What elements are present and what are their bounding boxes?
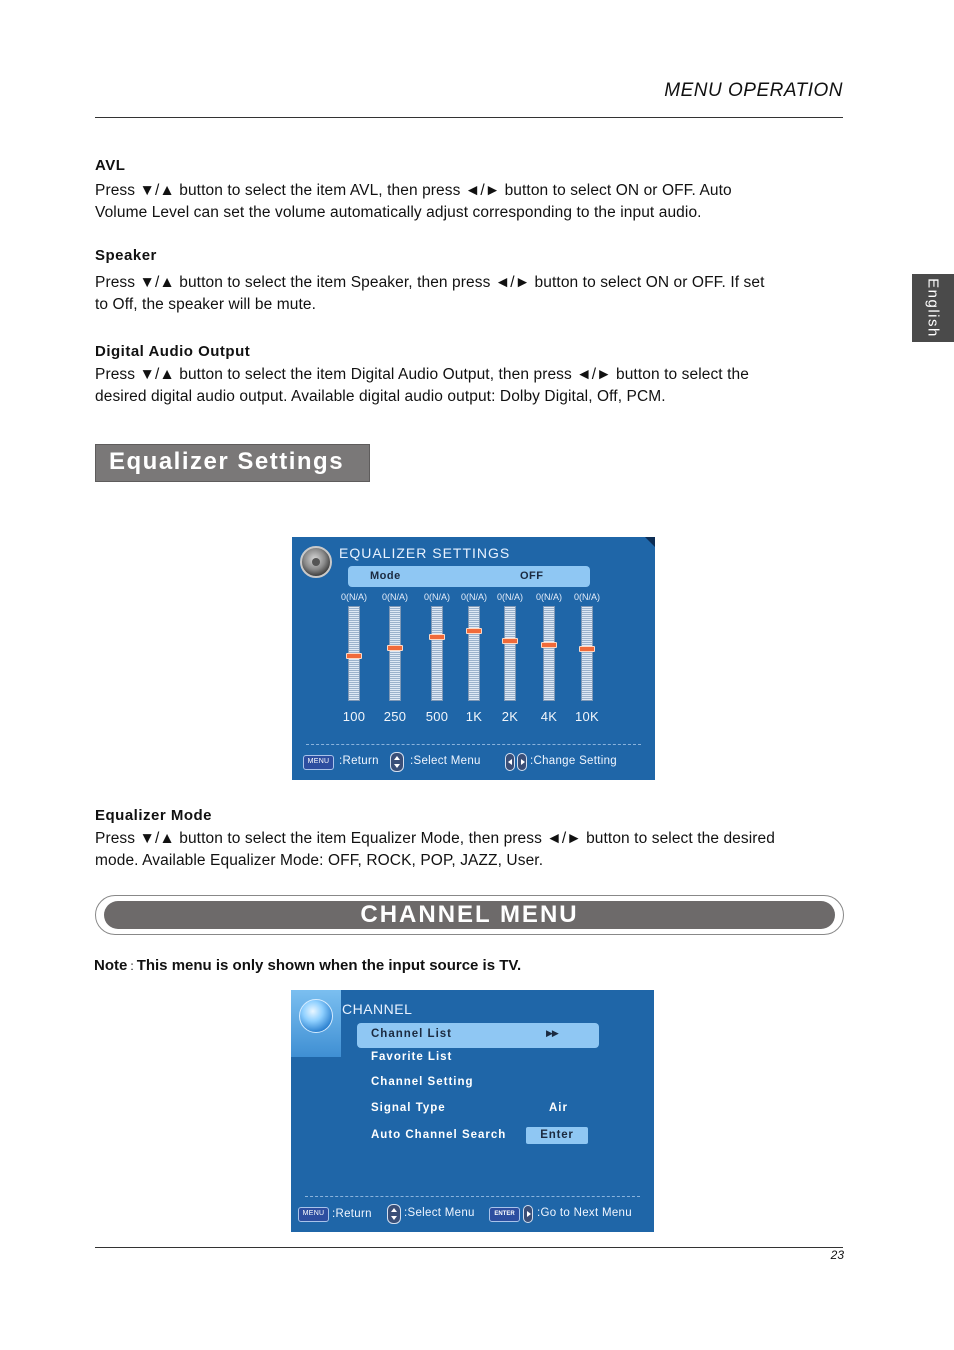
band-slider-track[interactable]	[389, 606, 401, 701]
header-title: MENU OPERATION	[664, 80, 843, 101]
auto-search-enter-label: Enter	[540, 1129, 574, 1141]
band-frequency: 1K	[465, 709, 483, 724]
band-frequency: 500	[425, 709, 449, 724]
band-frequency: 2K	[501, 709, 519, 724]
equalizer-mode-line-2: mode. Available Equalizer Mode: OFF, ROCK, POP, JAZZ, User.	[95, 851, 544, 869]
band-slider-knob[interactable]	[466, 628, 482, 634]
menu-button-icon	[298, 1207, 329, 1222]
channel-list-label: Channel List	[371, 1028, 453, 1040]
channel-item-favorite-list[interactable]: Favorite List	[371, 1051, 453, 1063]
band-slider-knob[interactable]	[579, 646, 595, 652]
note-colon: :	[130, 959, 134, 973]
band-slider-knob[interactable]	[502, 638, 518, 644]
channel-menu-banner-inner	[104, 901, 835, 929]
band-slider-track[interactable]	[504, 606, 516, 701]
channel-item-auto-search[interactable]: Auto Channel Search	[371, 1129, 507, 1141]
band-frequency: 100	[342, 709, 366, 724]
band-slider-knob[interactable]	[429, 634, 445, 640]
equalizer-screen-title: EQUALIZER SETTINGS	[339, 545, 511, 561]
channel-screen	[291, 990, 654, 1232]
equalizer-band[interactable]	[454, 592, 494, 724]
right-arrow-icon	[523, 1205, 533, 1223]
avl-line-2: Volume Level can set the volume automatically adjust corresponding to the input audio.	[95, 203, 702, 221]
note-label: Note	[94, 957, 128, 974]
equalizer-mode-value: OFF	[520, 570, 544, 582]
up-down-icon	[390, 752, 404, 772]
left-arrow-icon	[505, 753, 515, 771]
band-slider-knob[interactable]	[387, 645, 403, 651]
up-down-icon	[387, 1204, 401, 1224]
equalizer-mode-heading: Equalizer Mode	[95, 807, 213, 824]
speaker-heading: Speaker	[95, 247, 157, 264]
header-rule	[95, 117, 843, 118]
channel-return-hint: :Return	[332, 1208, 372, 1220]
speaker-line-2: to Off, the speaker will be mute.	[95, 295, 316, 313]
band-slider-track[interactable]	[431, 606, 443, 701]
band-value: 0(N/A)	[381, 592, 408, 602]
equalizer-mode-text	[95, 828, 855, 871]
channel-item-channel-list[interactable]	[357, 1023, 599, 1048]
equalizer-mode-row[interactable]	[348, 566, 590, 587]
equalizer-mode-label: Mode	[370, 570, 401, 582]
footer-rule	[95, 1247, 843, 1248]
equalizer-band[interactable]	[375, 592, 415, 724]
channel-menu-banner-text: CHANNEL MENU	[360, 901, 579, 928]
digital-audio-line-2: desired digital audio output. Available digital audio output: Dolby Digital, Off, PCM.	[95, 387, 666, 405]
channel-item-signal-type[interactable]: Signal Type	[371, 1102, 446, 1114]
band-frequency: 250	[383, 709, 407, 724]
band-value: 0(N/A)	[496, 592, 523, 602]
channel-menu-banner	[95, 895, 844, 935]
note-text: This menu is only shown when the input source is TV.	[136, 957, 522, 974]
digital-audio-heading: Digital Audio Output	[95, 343, 251, 360]
speaker-text	[95, 272, 855, 315]
menu-button-label: MENU	[307, 758, 330, 765]
equalizer-band[interactable]	[567, 592, 607, 724]
globe-icon	[299, 999, 333, 1033]
band-value: 0(N/A)	[460, 592, 487, 602]
channel-item-channel-setting[interactable]: Channel Setting	[371, 1076, 474, 1088]
speaker-icon	[300, 546, 332, 578]
avl-line-1: Press ▼/▲ button to select the item AVL, then press ◄/► button to select ON or OFF. Auto	[95, 182, 732, 199]
band-slider-knob[interactable]	[541, 642, 557, 648]
band-value: 0(N/A)	[340, 592, 367, 602]
footer-divider	[306, 744, 641, 745]
band-frequency: 4K	[540, 709, 558, 724]
screen-corner	[645, 537, 655, 547]
language-tab-label: English	[924, 278, 942, 338]
band-slider-track[interactable]	[468, 606, 480, 701]
speaker-line-1: Press ▼/▲ button to select the item Speaker, then press ◄/► button to select ON or OFF. If set	[95, 274, 765, 291]
equalizer-band[interactable]	[334, 592, 374, 724]
note	[94, 957, 521, 974]
band-value: 0(N/A)	[573, 592, 600, 602]
digital-audio-text	[95, 364, 855, 407]
band-slider-knob[interactable]	[346, 653, 362, 659]
return-hint: :Return	[339, 755, 379, 767]
language-tab	[912, 274, 954, 342]
equalizer-band[interactable]	[417, 592, 457, 724]
page-number: 23	[830, 1248, 844, 1262]
select-menu-hint: :Select Menu	[410, 755, 481, 767]
band-slider-track[interactable]	[543, 606, 555, 701]
equalizer-band[interactable]	[529, 592, 569, 724]
equalizer-section-title	[95, 444, 370, 482]
enter-button-label: ENTER	[494, 1211, 515, 1217]
avl-text	[95, 180, 855, 223]
double-arrow-icon: ▶▶	[546, 1028, 558, 1038]
band-slider-track[interactable]	[581, 606, 593, 701]
band-frequency: 10K	[574, 709, 600, 724]
channel-select-hint: :Select Menu	[404, 1207, 475, 1219]
digital-audio-line-1: Press ▼/▲ button to select the item Digital Audio Output, then press ◄/► button to select the	[95, 366, 749, 383]
right-arrow-icon	[517, 753, 527, 771]
change-setting-hint: :Change Setting	[530, 755, 617, 767]
band-value: 0(N/A)	[423, 592, 450, 602]
equalizer-section-title-text: Equalizer Settings	[109, 448, 345, 475]
equalizer-band[interactable]	[490, 592, 530, 724]
auto-search-enter-button[interactable]	[526, 1127, 588, 1144]
avl-heading: AVL	[95, 157, 126, 174]
equalizer-screen	[292, 537, 655, 780]
channel-menu-button-label: MENU	[302, 1210, 325, 1217]
channel-screen-title: CHANNEL	[342, 1001, 413, 1017]
signal-type-value: Air	[549, 1102, 568, 1114]
equalizer-mode-line-1: Press ▼/▲ button to select the item Equalizer Mode, then press ◄/► button to select the desired	[95, 830, 776, 847]
channel-side-panel	[291, 990, 341, 1057]
channel-footer-divider	[305, 1196, 640, 1197]
go-next-menu-hint: :Go to Next Menu	[537, 1207, 632, 1219]
enter-button-icon	[489, 1207, 520, 1222]
band-value: 0(N/A)	[535, 592, 562, 602]
menu-button-icon	[303, 755, 334, 770]
